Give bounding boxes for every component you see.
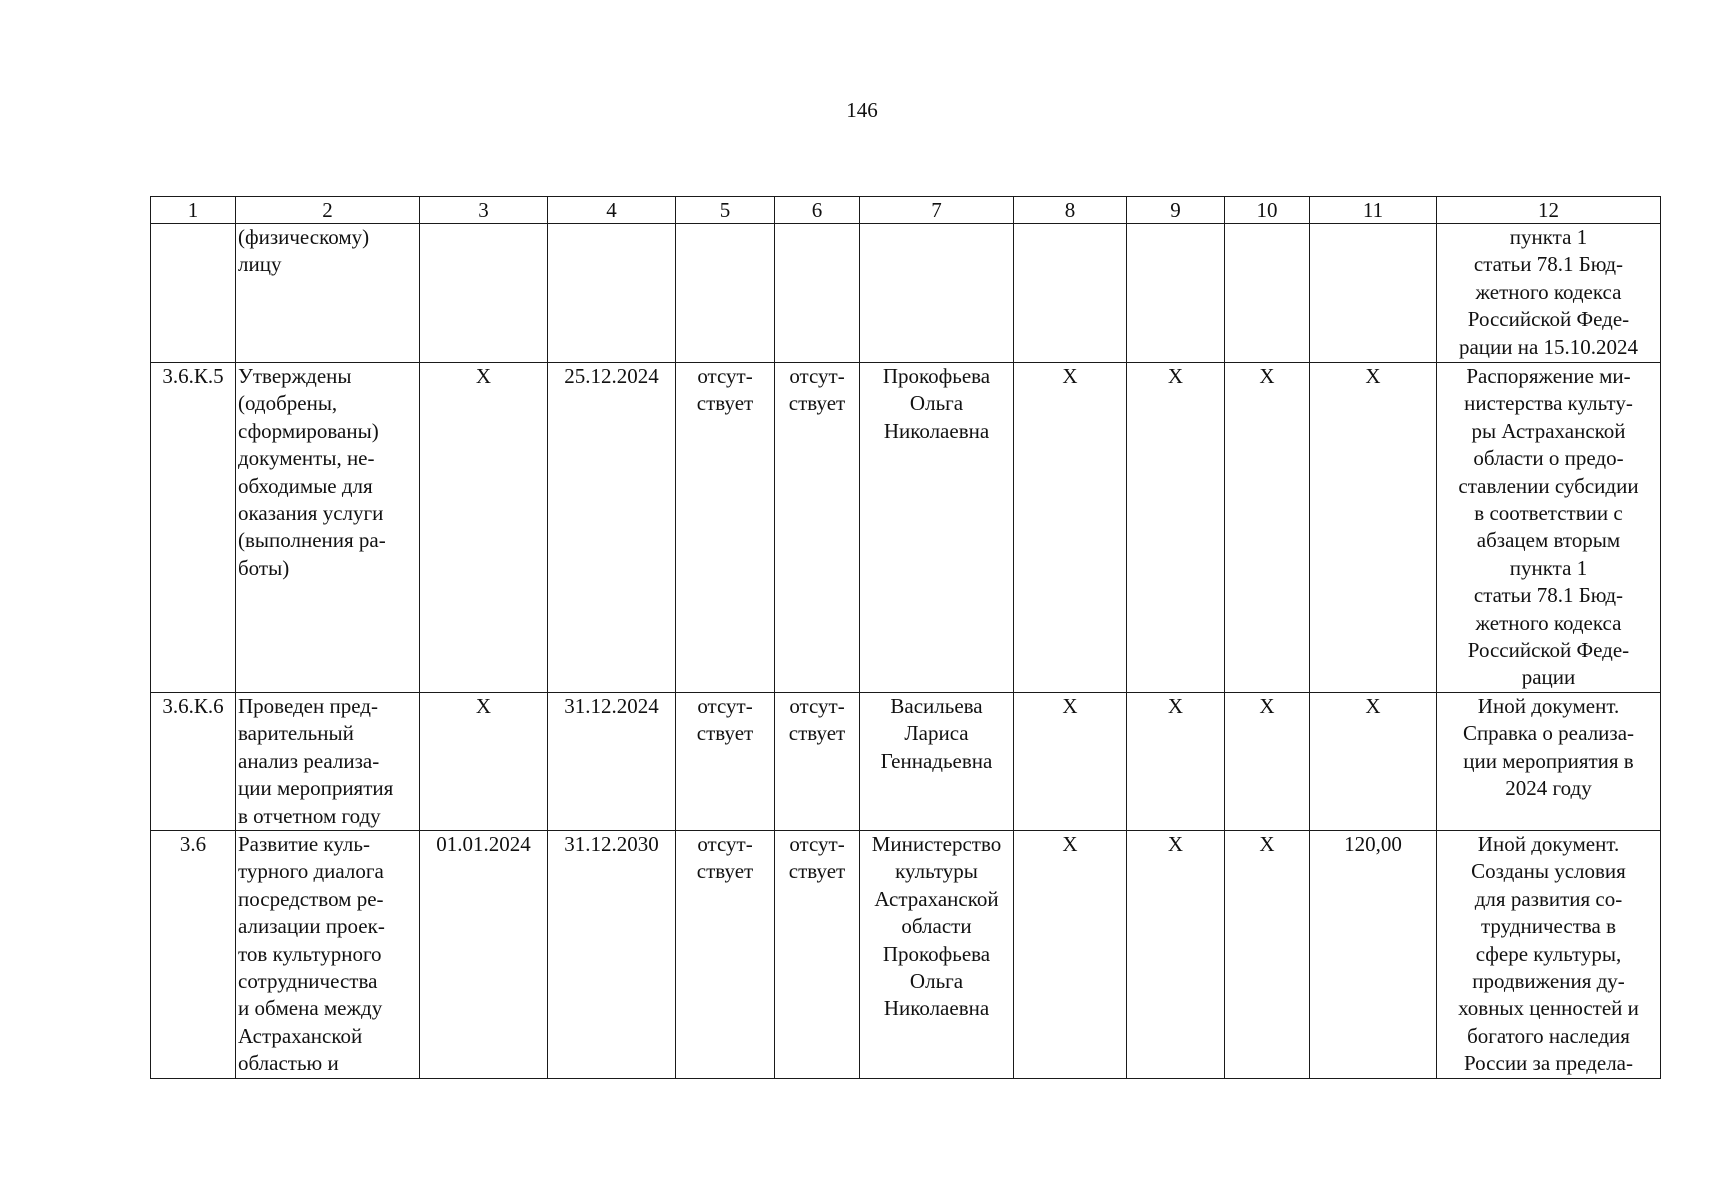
cell-end-date xyxy=(548,224,676,363)
cell-amount xyxy=(1310,224,1437,363)
page-number: 146 xyxy=(846,98,878,122)
column-header: 3 xyxy=(420,197,548,224)
cell-col9 xyxy=(1127,224,1225,363)
column-header: 8 xyxy=(1014,197,1127,224)
cell-col6: отсут- ствует xyxy=(775,692,860,830)
cell-amount: Х xyxy=(1310,363,1437,693)
cell-end-date: 31.12.2030 xyxy=(548,830,676,1078)
cell-col9: Х xyxy=(1127,830,1225,1078)
cell-col10: Х xyxy=(1225,363,1310,693)
column-header: 4 xyxy=(548,197,676,224)
cell-end-date: 31.12.2024 xyxy=(548,692,676,830)
column-header: 12 xyxy=(1437,197,1661,224)
column-header: 1 xyxy=(151,197,236,224)
table-row xyxy=(151,224,1661,363)
column-header: 7 xyxy=(860,197,1014,224)
cell-amount: 120,00 xyxy=(1310,830,1437,1078)
cell-document: пункта 1 статьи 78.1 Бюд- жетного кодекса Российской Феде- рации на 15.10.2024 xyxy=(1437,224,1661,363)
cell-col5 xyxy=(676,224,775,363)
column-header: 10 xyxy=(1225,197,1310,224)
cell-end-date: 25.12.2024 xyxy=(548,363,676,693)
cell-number xyxy=(151,224,236,363)
cell-responsible: Прокофьева Ольга Николаевна xyxy=(860,363,1014,693)
cell-responsible: Министерство культуры Астраханской области Прокофьева Ольга Николаевна xyxy=(860,830,1014,1078)
table-row xyxy=(151,692,1661,830)
cell-name: (физическому) лицу xyxy=(236,224,420,363)
cell-name: Утверждены (одобрены, сформированы) документы, не- обходимые для оказания услуги (выполнения ра- боты) xyxy=(236,363,420,693)
table-row xyxy=(151,363,1661,693)
cell-col5: отсут- ствует xyxy=(676,363,775,693)
column-header: 9 xyxy=(1127,197,1225,224)
cell-col9: Х xyxy=(1127,363,1225,693)
cell-document: Иной документ. Созданы условия для развития со- трудничества в сфере культуры, продвижения ду- ховных ценностей и богатого наследия России за предела- xyxy=(1437,830,1661,1078)
cell-amount: Х xyxy=(1310,692,1437,830)
cell-responsible xyxy=(860,224,1014,363)
cell-col6 xyxy=(775,224,860,363)
cell-document: Распоряжение ми- нистерства культу- ры Астраханской области о предо- ставлении субсидии в соответствии с абзацем вторым пункта 1 статьи 78.1 Бюд- жетного кодекса Российской Феде- рации xyxy=(1437,363,1661,693)
column-header: 2 xyxy=(236,197,420,224)
cell-name: Развитие куль- турного диалога посредством ре- ализации проек- тов культурного сотрудничества и обмена между Астраханской областью и xyxy=(236,830,420,1078)
cell-start-date: 01.01.2024 xyxy=(420,830,548,1078)
cell-col8 xyxy=(1014,224,1127,363)
cell-col10 xyxy=(1225,224,1310,363)
cell-number: 3.6 xyxy=(151,830,236,1078)
cell-col8: Х xyxy=(1014,363,1127,693)
cell-col10: Х xyxy=(1225,692,1310,830)
cell-start-date: Х xyxy=(420,363,548,693)
cell-col8: Х xyxy=(1014,692,1127,830)
cell-responsible: Васильева Лариса Геннадьевна xyxy=(860,692,1014,830)
cell-col5: отсут- ствует xyxy=(676,830,775,1078)
cell-col5: отсут- ствует xyxy=(676,692,775,830)
cell-col8: Х xyxy=(1014,830,1127,1078)
column-number-row xyxy=(151,197,1661,224)
cell-col9: Х xyxy=(1127,692,1225,830)
column-header: 6 xyxy=(775,197,860,224)
cell-number: 3.6.К.6 xyxy=(151,692,236,830)
measures-table xyxy=(150,196,1661,1079)
column-header: 11 xyxy=(1310,197,1437,224)
column-header: 5 xyxy=(676,197,775,224)
cell-start-date xyxy=(420,224,548,363)
cell-number: 3.6.К.5 xyxy=(151,363,236,693)
table-row xyxy=(151,830,1661,1078)
cell-col10: Х xyxy=(1225,830,1310,1078)
cell-start-date: Х xyxy=(420,692,548,830)
cell-col6: отсут- ствует xyxy=(775,830,860,1078)
cell-name: Проведен пред- варительный анализ реализа- ции мероприятия в отчетном году xyxy=(236,692,420,830)
cell-col6: отсут- ствует xyxy=(775,363,860,693)
cell-document: Иной документ. Справка о реализа- ции мероприятия в 2024 году xyxy=(1437,692,1661,830)
